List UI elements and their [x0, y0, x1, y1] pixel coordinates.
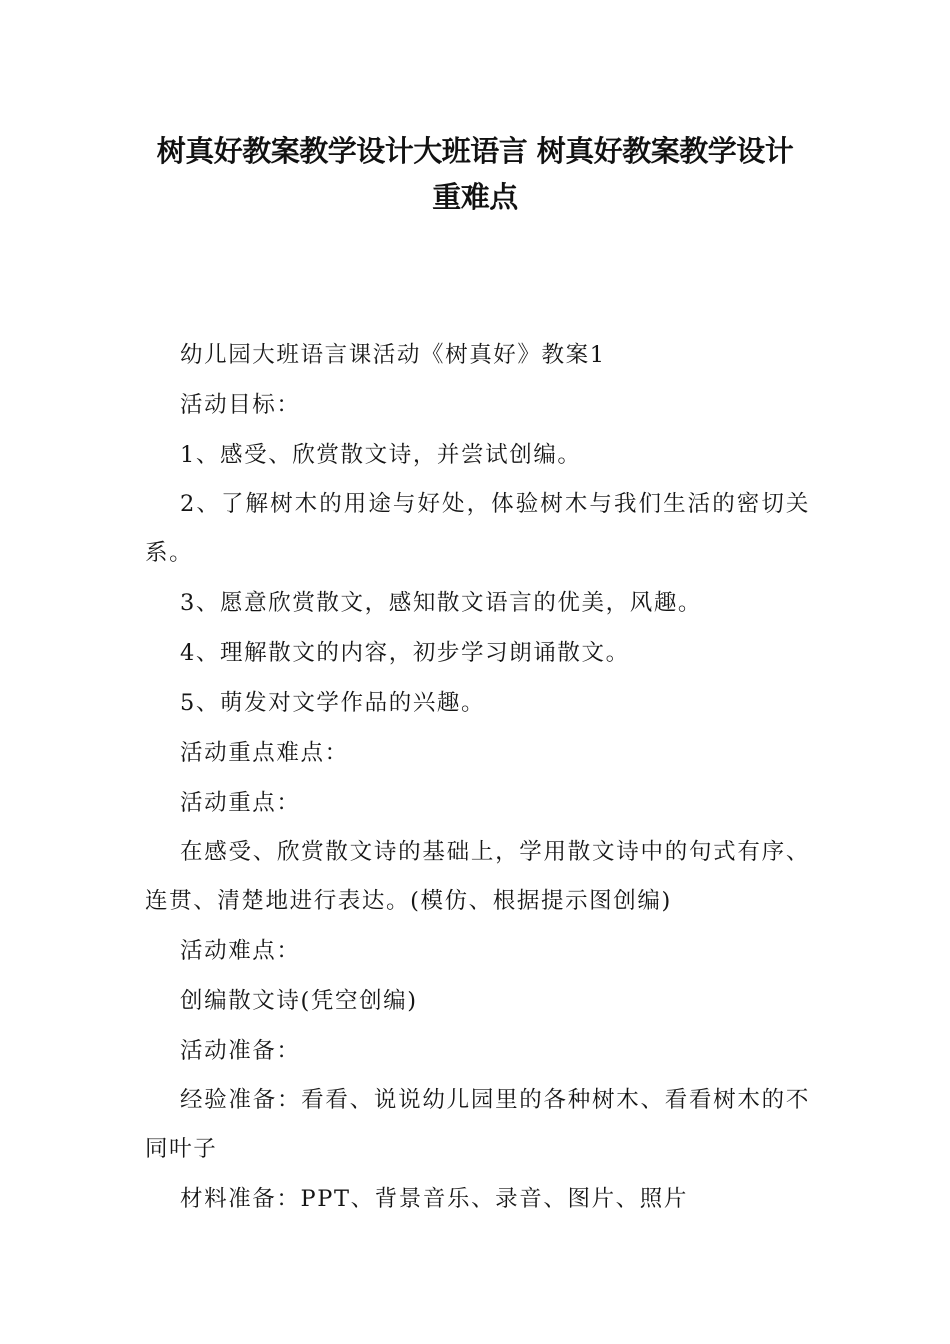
- section-heading-objectives: 活动目标：: [180, 392, 301, 418]
- document-title-line-1: 树真好教案教学设计大班语言 树真好教案教学设计: [156, 134, 794, 168]
- objective-item-3: 3、愿意欣赏散文，感知散文语言的优美，风趣。: [180, 590, 703, 616]
- document-body: [145, 330, 810, 1224]
- material-preparation-text: 材料准备：PPT、背景音乐、录音、图片、照片: [180, 1186, 688, 1212]
- objective-item-5: 5、萌发对文学作品的兴趣。: [180, 690, 486, 716]
- subheading-difficult-points: 活动难点：: [180, 938, 301, 964]
- key-points-text: 在感受、欣赏散文诗的基础上，学用散文诗中的句式有序、连贯、清楚地进行表达。(模仿、根据提示图创编): [145, 839, 810, 914]
- objective-item-1: 1、感受、欣赏散文诗，并尝试创编。: [180, 442, 582, 468]
- document-title-line-2: 重难点: [432, 180, 518, 214]
- document-title: [120, 128, 830, 220]
- difficult-points-text: 创编散文诗(凭空创编): [180, 988, 418, 1014]
- subheading-key-points: 活动重点：: [180, 790, 301, 816]
- section-heading-preparation: 活动准备：: [180, 1038, 301, 1064]
- lesson-plan-heading: 幼儿园大班语言课活动《树真好》教案1: [180, 342, 606, 368]
- objective-item-2: 2、了解树木的用途与好处，体验树木与我们生活的密切关系。: [145, 491, 810, 566]
- objective-item-4: 4、理解散文的内容，初步学习朗诵散文。: [180, 640, 630, 666]
- experience-preparation-text: 经验准备：看看、说说幼儿园里的各种树木、看看树木的不同叶子: [145, 1087, 810, 1162]
- section-heading-key-difficult-points: 活动重点难点：: [180, 740, 349, 766]
